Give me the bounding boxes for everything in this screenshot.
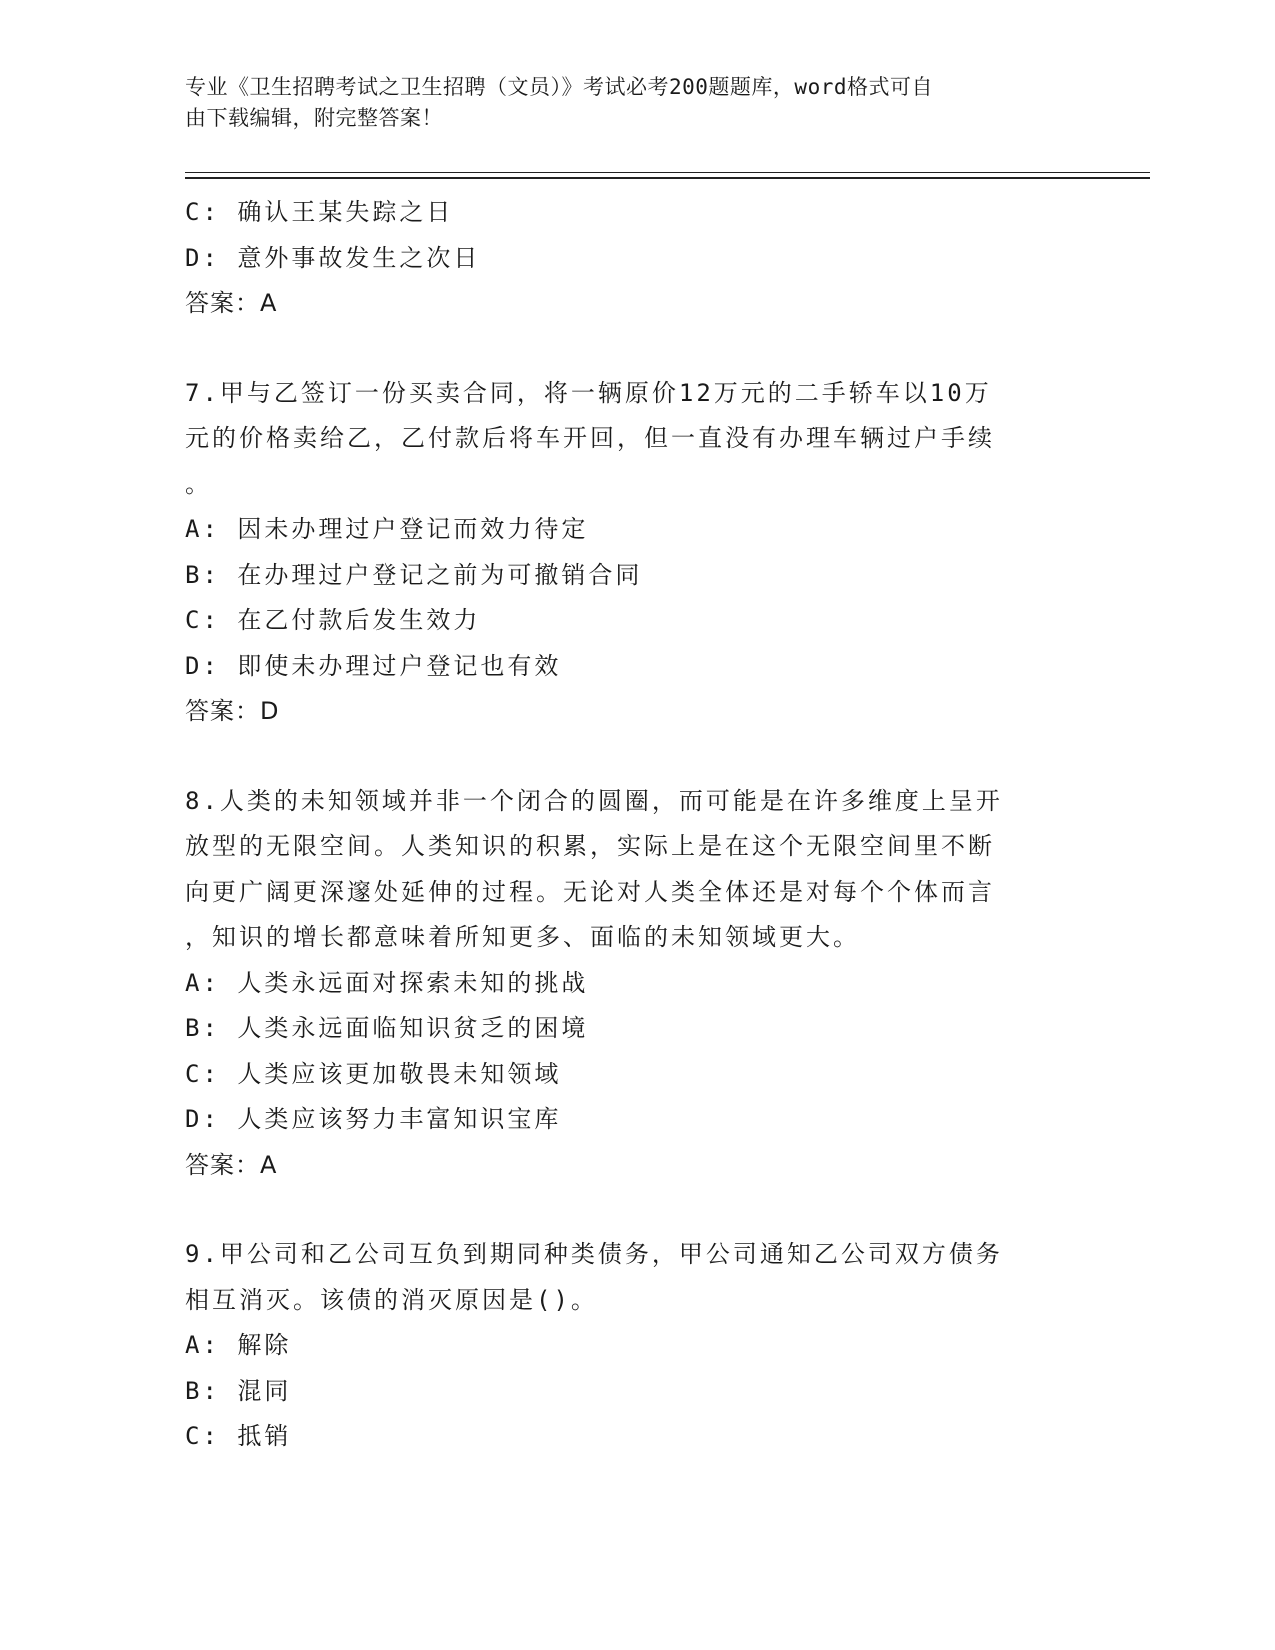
document-body [185,190,1065,1460]
option-a: A: 因未办理过户登记而效力待定 [185,515,589,543]
question-stem-line: 8.人类的未知领域并非一个闭合的圆圈，而可能是在许多维度上呈开 [185,786,1003,815]
spacer [185,735,1065,779]
question-stem-line: 放型的无限空间。人类知识的积累，实际上是在这个无限空间里不断 [185,832,995,860]
option-d: D: 人类应该努力丰富知识宝库 [185,1105,562,1133]
question-7 [185,371,1065,735]
option-c: C: 抵销 [185,1422,292,1450]
question-9 [185,1232,1065,1460]
spacer [185,1188,1065,1232]
option-c: C: 在乙付款后发生效力 [185,606,481,634]
question-stem-line: 相互消灭。该债的消灭原因是()。 [185,1285,598,1314]
option-d: D: 即使未办理过户登记也有效 [185,651,562,680]
option-c: C: 确认王某失踪之日 [185,198,454,226]
option-a: A: 人类永远面对探索未知的挑战 [185,968,589,997]
option-c: C: 人类应该更加敬畏未知领域 [185,1059,562,1088]
header-line-1: 专业《卫生招聘考试之卫生招聘（文员）》考试必考200题题库，word格式可自 [185,75,933,99]
question-stem-line: 向更广阔更深邃处延伸的过程。无论对人类全体还是对每个个体而言 [185,877,995,906]
document-header [185,72,1065,134]
question-stem-line: 。 [185,469,212,498]
question-stem-line: 7.甲与乙签订一份买卖合同，将一辆原价12万元的二手轿车以10万 [185,378,992,407]
question-6-continuation [185,190,1065,327]
spacer [185,327,1065,371]
option-d: D: 意外事故发生之次日 [185,243,481,272]
header-divider-thin [185,172,1150,173]
header-divider-thick [185,177,1150,179]
question-stem-line: ，知识的增长都意味着所知更多、面临的未知领域更大。 [185,923,860,951]
option-b: B: 在办理过户登记之前为可撤销合同 [185,560,643,589]
option-b: B: 人类永远面临知识贫乏的困境 [185,1014,589,1042]
answer-line: 答案：A [185,1150,278,1179]
question-stem-line: 元的价格卖给乙，乙付款后将车开回，但一直没有办理车辆过户手续 [185,424,995,452]
header-line-2: 由下载编辑，附完整答案！ [185,106,443,130]
option-b: B: 混同 [185,1376,292,1405]
option-a: A: 解除 [185,1331,292,1359]
answer-line: 答案：D [185,697,280,725]
question-8 [185,779,1065,1189]
answer-line: 答案：A [185,289,278,317]
question-stem-line: 9.甲公司和乙公司互负到期同种类债务，甲公司通知乙公司双方债务 [185,1240,1003,1268]
